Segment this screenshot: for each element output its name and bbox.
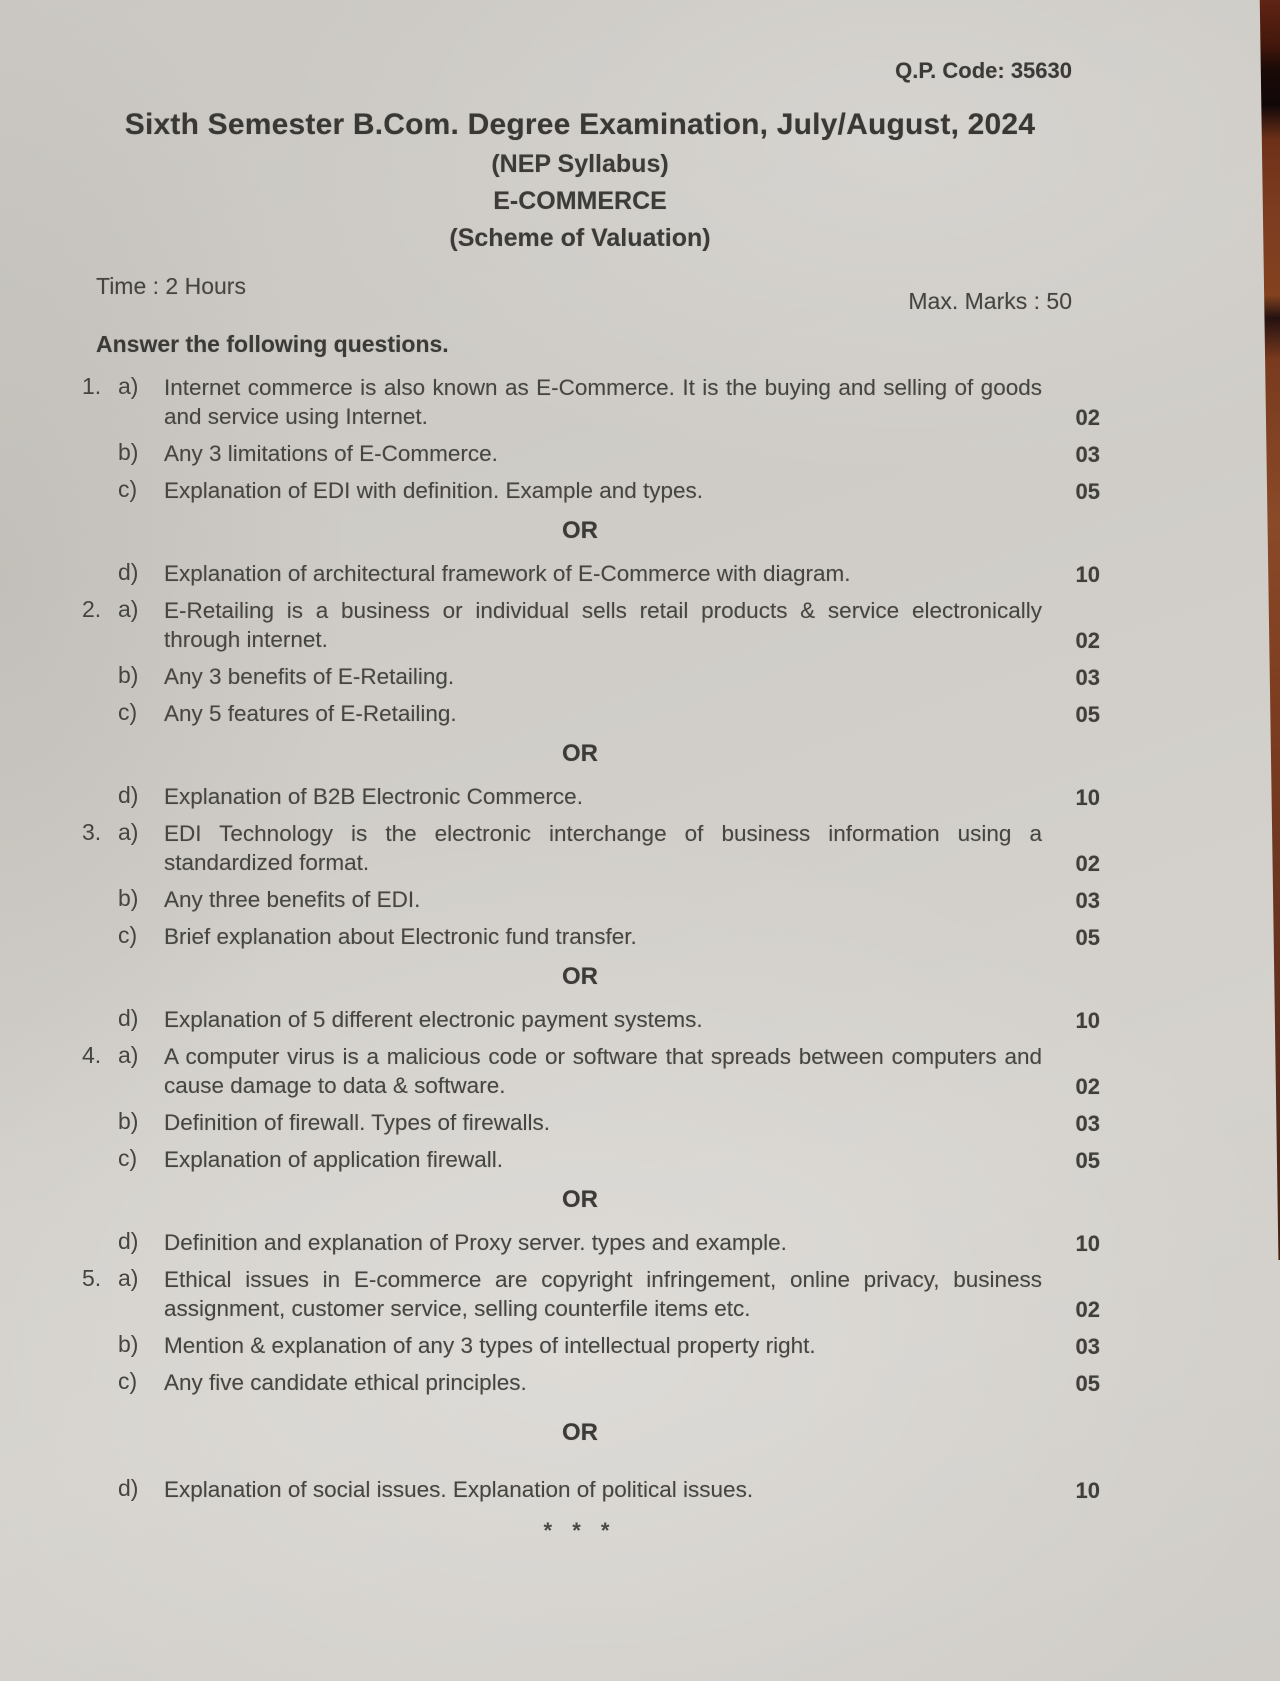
end-marker: * * * [543,1518,617,1543]
question-part [60,1265,1100,1323]
part-letter: d) [118,1005,139,1031]
part-text: Any 5 features of E-Retailing. [164,701,457,726]
meta-row [60,273,1100,315]
question-part [60,476,1100,505]
question-1 [60,373,1100,588]
question-part [60,1475,1100,1504]
part-text: Mention & explanation of any 3 types of intellectual property right. [164,1333,816,1358]
part-marks: 02 [1075,851,1100,876]
part-text: Explanation of 5 different electronic payment systems. [164,1007,703,1032]
part-marks: 10 [1075,1231,1100,1256]
question-2 [60,596,1100,811]
part-marks: 05 [1075,479,1100,504]
part-letter: b) [118,1331,139,1357]
part-text: Explanation of application firewall. [164,1147,503,1172]
part-letter: b) [118,885,139,911]
part-text: A computer virus is a malicious code or software that spreads between computers and cause damage to data & software. [164,1044,1042,1098]
instruction: Answer the following questions. [96,331,449,357]
part-marks: 05 [1075,1371,1100,1396]
part-marks: 05 [1075,702,1100,727]
part-text: EDI Technology is the electronic interchange of business information using a standardized format. [164,821,1042,875]
or-separator: OR [562,1186,598,1213]
question-number: 3. [82,819,102,845]
max-marks: Max. Marks : 50 [908,288,1072,314]
part-letter: d) [118,559,139,585]
part-text: Any five candidate ethical principles. [164,1370,527,1395]
part-letter: b) [118,662,139,688]
subtitle-subject: E-COMMERCE [493,187,667,215]
or-separator: OR [562,1419,598,1446]
part-marks: 02 [1075,1297,1100,1322]
part-marks: 10 [1075,1478,1100,1503]
or-separator: OR [562,740,598,767]
part-letter: c) [118,1145,138,1171]
question-part [60,885,1100,914]
part-letter: b) [118,1108,139,1134]
part-text: Explanation of EDI with definition. Example and types. [164,478,704,503]
subtitle-scheme: (Scheme of Valuation) [449,224,711,252]
part-text: Definition and explanation of Proxy server. types and example. [164,1230,787,1255]
part-letter: a) [118,819,139,845]
part-text: Explanation of architectural framework of E-Commerce with diagram. [164,561,851,586]
part-marks: 03 [1075,442,1100,467]
part-letter: d) [118,1228,139,1254]
part-text: Explanation of B2B Electronic Commerce. [164,784,583,809]
part-marks: 02 [1075,405,1100,430]
part-letter: a) [118,373,139,399]
part-marks: 10 [1075,562,1100,587]
question-part [60,373,1100,431]
question-number: 4. [82,1042,102,1068]
part-marks: 03 [1075,1334,1100,1359]
question-part [60,559,1100,588]
part-letter: d) [118,782,139,808]
question-number: 5. [82,1265,102,1291]
part-marks: 10 [1075,1008,1100,1033]
part-text: Brief explanation about Electronic fund transfer. [164,924,637,949]
or-separator: OR [562,517,598,544]
part-marks: 03 [1075,1111,1100,1136]
question-part [60,1005,1100,1034]
question-part [60,699,1100,728]
question-part [60,922,1100,951]
part-marks: 03 [1075,888,1100,913]
part-marks: 10 [1075,785,1100,810]
part-marks: 03 [1075,665,1100,690]
part-marks: 05 [1075,1148,1100,1173]
page-title: Sixth Semester B.Com. Degree Examination, July/August, 2024 [124,108,1036,141]
question-part [60,1108,1100,1137]
or-separator: OR [562,963,598,990]
part-letter: b) [118,439,139,465]
qp-code: Q.P. Code: 35630 [895,58,1072,83]
part-text: E-Retailing is a business or individual sells retail products & service electronically through internet. [164,598,1042,652]
part-text: Any three benefits of EDI. [164,887,421,912]
part-text: Any 3 benefits of E-Retailing. [164,664,455,689]
question-part [60,596,1100,654]
question-number: 2. [82,596,102,622]
time-allowed: Time : 2 Hours [96,273,246,299]
part-marks: 05 [1075,925,1100,950]
question-part [60,1331,1100,1360]
part-text: Any 3 limitations of E-Commerce. [164,441,498,466]
part-letter: a) [118,1042,139,1068]
part-text: Internet commerce is also known as E-Commerce. It is the buying and selling of goods and service using Internet. [164,375,1042,429]
questions [60,373,1100,1504]
question-part [60,1042,1100,1100]
part-letter: c) [118,699,138,725]
question-part [60,819,1100,877]
question-part [60,662,1100,691]
subtitle-syllabus: (NEP Syllabus) [491,150,669,178]
part-text: Definition of firewall. Types of firewalls. [164,1110,550,1135]
question-part [60,1368,1100,1397]
question-part [60,439,1100,468]
part-letter: a) [118,1265,139,1291]
part-text: Explanation of social issues. Explanation of political issues. [164,1477,754,1502]
question-number: 1. [82,373,102,399]
question-part [60,1145,1100,1174]
question-part [60,782,1100,811]
question-3 [60,819,1100,1034]
question-part [60,1228,1100,1257]
part-letter: c) [118,1368,138,1394]
question-5 [60,1265,1100,1504]
part-marks: 02 [1075,1074,1100,1099]
part-letter: a) [118,596,139,622]
part-letter: c) [118,922,138,948]
part-letter: c) [118,476,138,502]
question-4 [60,1042,1100,1257]
part-letter: d) [118,1475,139,1501]
part-text: Ethical issues in E-commerce are copyright infringement, online privacy, business assignment, customer service, selling counterfile items etc. [164,1267,1042,1321]
part-marks: 02 [1075,628,1100,653]
